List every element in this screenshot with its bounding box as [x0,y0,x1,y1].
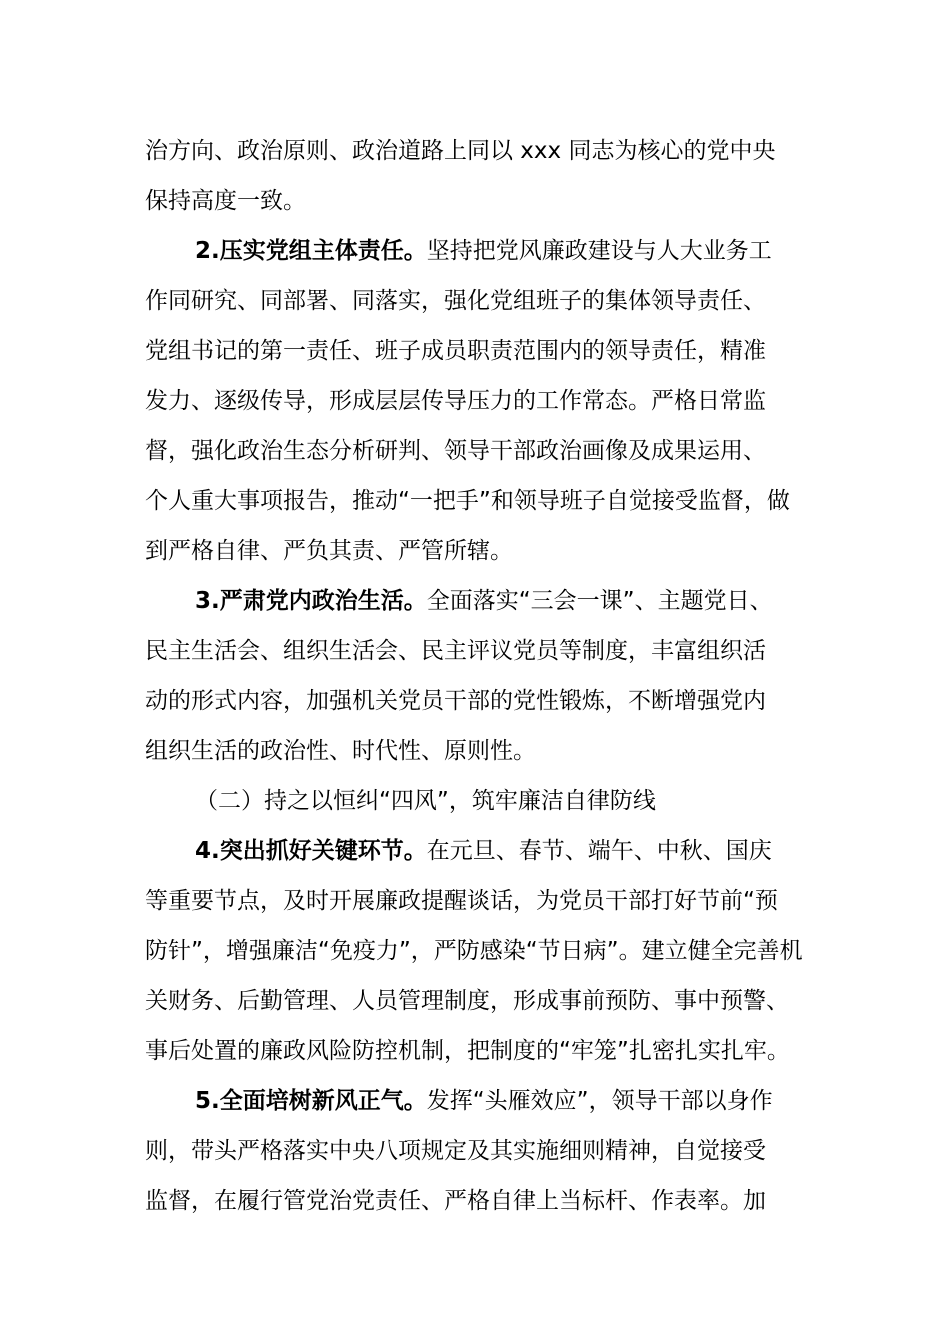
text-line [145,486,790,516]
line-text: 关财务、后勤管理、人员管理制度，形成事前预防、事中预警、 [145,988,789,1014]
text-line [145,386,766,416]
item-heading: 3.严肃党内政治生活。 [195,588,427,614]
text-line [145,1136,766,1166]
line-text: 发挥“头雁效应”，领导干部以身作 [426,1088,773,1114]
line-text: 党组书记的第一责任、班子成员职责范围内的领导责任，精准 [145,338,766,364]
paragraph-2-first-line [195,236,772,266]
line-text: 民主生活会、组织生活会、民主评议党员等制度，丰富组织活 [145,638,766,664]
line-text: 事后处置的廉政风险防控机制，把制度的“牢笼”扎密扎实扎牢。 [145,1038,790,1064]
item-heading: 2.压实党组主体责任。 [195,238,427,264]
paragraph-3-first-line [195,586,773,616]
section-heading-text: （二）持之以恒纠“四风”，筑牢廉洁自律防线 [195,788,656,814]
line-text: 作同研究、同部署、同落实，强化党组班子的集体领导责任、 [145,288,766,314]
text-line [145,436,766,466]
text-line [145,736,536,766]
line-text: 发力、逐级传导，形成层层传导压力的工作常态。严格日常监 [145,388,766,414]
line-text: 全面落实“三会一课”、主题党日、 [426,588,773,614]
item-heading: 5.全面培树新风正气。 [195,1088,427,1114]
text-line [145,186,306,216]
line-text: 督，强化政治生态分析研判、领导干部政治画像及成果运用、 [145,438,766,464]
line-text: 保持高度一致。 [145,188,306,214]
section-heading [195,786,656,816]
line-text: 个人重大事项报告，推动“一把手”和领导班子自觉接受监督，做 [145,488,790,514]
line-text: 防针”，增强廉洁“免疫力”，严防感染“节日病”。建立健全完善机 [145,938,803,964]
text-line [145,1186,766,1216]
text-line [145,336,766,366]
line-text: 则，带头严格落实中央八项规定及其实施细则精神，自觉接受 [145,1138,766,1164]
text-line [145,936,803,966]
text-line [145,686,766,716]
text-line [145,886,778,916]
text-line [145,636,766,666]
paragraph-5-first-line [195,1086,773,1116]
text-line [145,1036,790,1066]
item-heading: 4.突出抓好关键环节。 [195,838,427,864]
line-text: 监督，在履行管党治党责任、严格自律上当标杆、作表率。加 [145,1188,766,1214]
text-line [145,986,789,1016]
text-line [145,286,766,316]
line-text: 治方向、政治原则、政治道路上同以 xxx 同志为核心的党中央 [145,138,776,164]
line-text: 坚持把党风廉政建设与人大业务工 [426,238,772,264]
line-text: 在元旦、春节、端午、中秋、国庆 [426,838,772,864]
line-text: 动的形式内容，加强机关党员干部的党性锻炼，不断增强党内 [145,688,766,714]
line-text: 到严格自律、严负其责、严管所辖。 [145,538,513,564]
line-text: 组织生活的政治性、时代性、原则性。 [145,738,536,764]
text-line [145,136,775,166]
line-text: 等重要节点，及时开展廉政提醒谈话，为党员干部打好节前“预 [145,888,778,914]
paragraph-4-first-line [195,836,772,866]
text-line [145,536,513,566]
